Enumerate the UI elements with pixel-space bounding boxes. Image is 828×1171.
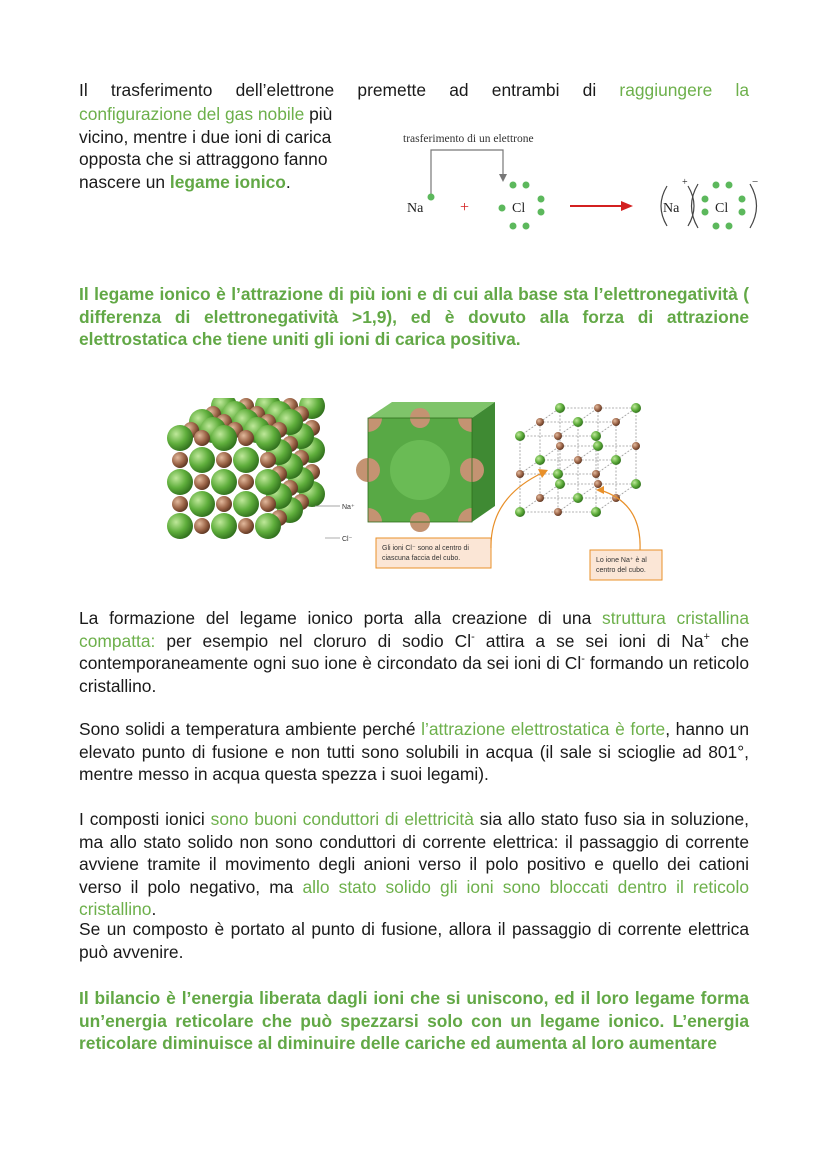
intro-line2-text: più [304, 104, 333, 124]
sodium-ion [612, 418, 620, 426]
sodium-sphere [172, 496, 188, 512]
chloride-ion [573, 417, 583, 427]
nacl-crystal-figure [160, 398, 670, 588]
space-filling-model [167, 398, 325, 539]
chloride-sphere [167, 469, 193, 495]
chloride-ion [591, 431, 601, 441]
p2-highlight: l’attrazione elettrostatica è forte [421, 719, 666, 739]
callout-sodium-line1: Lo ione Na⁺ è al [596, 557, 647, 564]
callout-sodium-line2: centro del cubo. [596, 567, 646, 574]
electron-transfer-diagram [395, 122, 765, 242]
paragraph-crystal-structure [79, 607, 749, 697]
cl-ion [692, 176, 759, 230]
chloride-ion [515, 431, 525, 441]
sodium-sphere [172, 452, 188, 468]
na-electron-dot [428, 194, 435, 201]
na-label: Na⁺ [342, 504, 355, 511]
sodium-ion [632, 442, 640, 450]
transfer-arrow-line [431, 150, 503, 196]
transfer-arrow-head [499, 174, 507, 182]
p1-highlight: struttura cristallina compatta: [79, 608, 749, 651]
chloride-ion [591, 507, 601, 517]
chloride-sphere [211, 513, 237, 539]
cl-ion-symbol: Cl [715, 201, 729, 216]
p2-text-a: Sono solidi a temperatura ambiente perché [79, 719, 422, 739]
chloride-sphere [167, 513, 193, 539]
intro-line2-highlight: configurazione del gas nobile [79, 104, 305, 124]
sodium-sphere [238, 518, 254, 534]
p3-highlight-1: sono buoni conduttori di elettricità [210, 809, 474, 829]
callout-chloride-line2: ciascuna faccia del cubo. [382, 555, 461, 562]
chloride-sphere [233, 491, 259, 517]
cl-atom [499, 182, 545, 230]
chloride-ion [553, 469, 563, 479]
sodium-ion [594, 404, 602, 412]
p1-sup-1: - [471, 630, 475, 643]
chloride-sphere [189, 491, 215, 517]
paragraph-melting-point: Se un composto è portato al punto di fusione, allora il passaggio di corrente elettrica può avvenire. [79, 919, 749, 962]
intro-continued [79, 103, 379, 193]
intro-line4: opposta che si attraggono fanno [79, 149, 328, 170]
na-symbol: Na [407, 201, 424, 216]
sodium-sphere [194, 474, 210, 490]
chloride-ion [555, 479, 565, 489]
p1-text-d: attira a se sei ioni di Na [474, 630, 704, 651]
intro-line1-highlight: raggiungere la [619, 80, 749, 100]
intro-line5-end: . [285, 171, 291, 192]
paragraph-conductivity [79, 808, 749, 921]
sodium-sphere [260, 452, 276, 468]
sodium-ion [536, 494, 544, 502]
unit-cell-model [356, 402, 495, 532]
chloride-sphere [255, 425, 281, 451]
sodium-sphere [238, 474, 254, 490]
sodium-sphere [238, 430, 254, 446]
definition-ionic-bond: Il legame ionico è l’attrazione di più ioni e di cui alla base sta l’elettronegatività ( differenza di elettronegatività >1,9), ed è dovuto alla forza di attrazione elettrostatica che tiene uniti gli ioni di carica positiva. [79, 284, 749, 350]
cl-symbol: Cl [512, 201, 526, 216]
sodium-ion [574, 456, 582, 464]
intro-line1-text: Il trasferimento dell’elettrone premette ad entrambi di [79, 80, 597, 100]
chloride-ion [573, 493, 583, 503]
intro-line5-text: nascere un [79, 171, 170, 192]
chloride-ion [593, 441, 603, 451]
sodium-ion [554, 508, 562, 516]
p2-text-c: , hanno un elevato punto di fusione e non tutti sono solubili in acqua (il sale si scioglie ad 801°, mentre messo in acqua questa spezza i suoi legami). [79, 719, 749, 785]
sodium-sphere [260, 496, 276, 512]
chloride-ion [631, 479, 641, 489]
sodium-ion [536, 418, 544, 426]
p1-text-f: formando un reticolo cristallino. [79, 653, 749, 696]
callout-sodium [590, 486, 662, 580]
chloride-ion [515, 507, 525, 517]
na-ion-charge: + [682, 177, 688, 188]
sodium-ion [592, 470, 600, 478]
sodium-ion [516, 470, 524, 478]
sodium-ion [556, 442, 564, 450]
chloride-sphere [211, 425, 237, 451]
sodium-ion [594, 480, 602, 488]
chloride-ion [611, 455, 621, 465]
plus-sign: + [460, 199, 470, 216]
chloride-sphere [211, 469, 237, 495]
p3-text-c: sia allo stato fuso sia in soluzione, ma allo stato solido non sono conduttori di corrente elettrica: il passaggio di corrente avviene tramite il movimento degli anioni verso il polo positivo e quello dei cationi verso il polo negativo, ma [79, 809, 749, 897]
intro-line-1 [79, 79, 749, 102]
chloride-ion [631, 403, 641, 413]
chloride-sphere [255, 469, 281, 495]
chloride-sphere [167, 425, 193, 451]
na-ion-symbol: Na [663, 201, 680, 216]
chloride-sphere [189, 447, 215, 473]
callout-chloride-line1: Gli ioni Cl⁻ sono al centro di [382, 545, 469, 552]
lattice-energy-summary: Il bilancio è l’energia liberata dagli ioni che si uniscono, ed il loro legame forma un’energia reticolare che può spezzarsi solo con un legame ionico. L’energia reticolare diminuisce al diminuire delle cariche ed aumenta al loro aumentare [79, 988, 749, 1054]
p1-text-e: che contemporaneamente ogni suo ione è circondato da sei ioni di Cl [79, 630, 750, 674]
p3-highlight-2: allo stato solido gli ioni sono bloccati dentro il reticolo cristallino [79, 876, 749, 920]
p1-text-c: per esempio nel cloruro di sodio Cl [155, 630, 472, 651]
intro-line5-highlight: legame ionico [169, 171, 286, 192]
sodium-sphere [216, 496, 232, 512]
na-ion [661, 177, 694, 226]
p3-text-e: . [151, 899, 157, 920]
chloride-ion [535, 455, 545, 465]
cl-ion-charge: − [752, 176, 759, 188]
p1-sup-2: + [703, 630, 710, 643]
reaction-arrow-head [621, 201, 633, 211]
chloride-sphere [233, 447, 259, 473]
chloride-sphere [255, 513, 281, 539]
transfer-caption: trasferimento di un elettrone [403, 133, 534, 145]
p3-text-a: I composti ionici [79, 809, 211, 829]
ball-and-stick-model [515, 403, 641, 517]
sodium-sphere [194, 518, 210, 534]
chloride-ion [555, 403, 565, 413]
p1-text-a: La formazione del legame ionico porta alla creazione di una [79, 608, 602, 628]
intro-line3: vicino, mentre i due ioni di carica [79, 126, 332, 147]
sodium-sphere [216, 452, 232, 468]
paragraph-solid-properties [79, 718, 749, 786]
p1-sup-3: - [581, 653, 585, 666]
cl-label: Cl⁻ [342, 536, 353, 543]
sodium-sphere [194, 430, 210, 446]
sodium-ion [554, 432, 562, 440]
